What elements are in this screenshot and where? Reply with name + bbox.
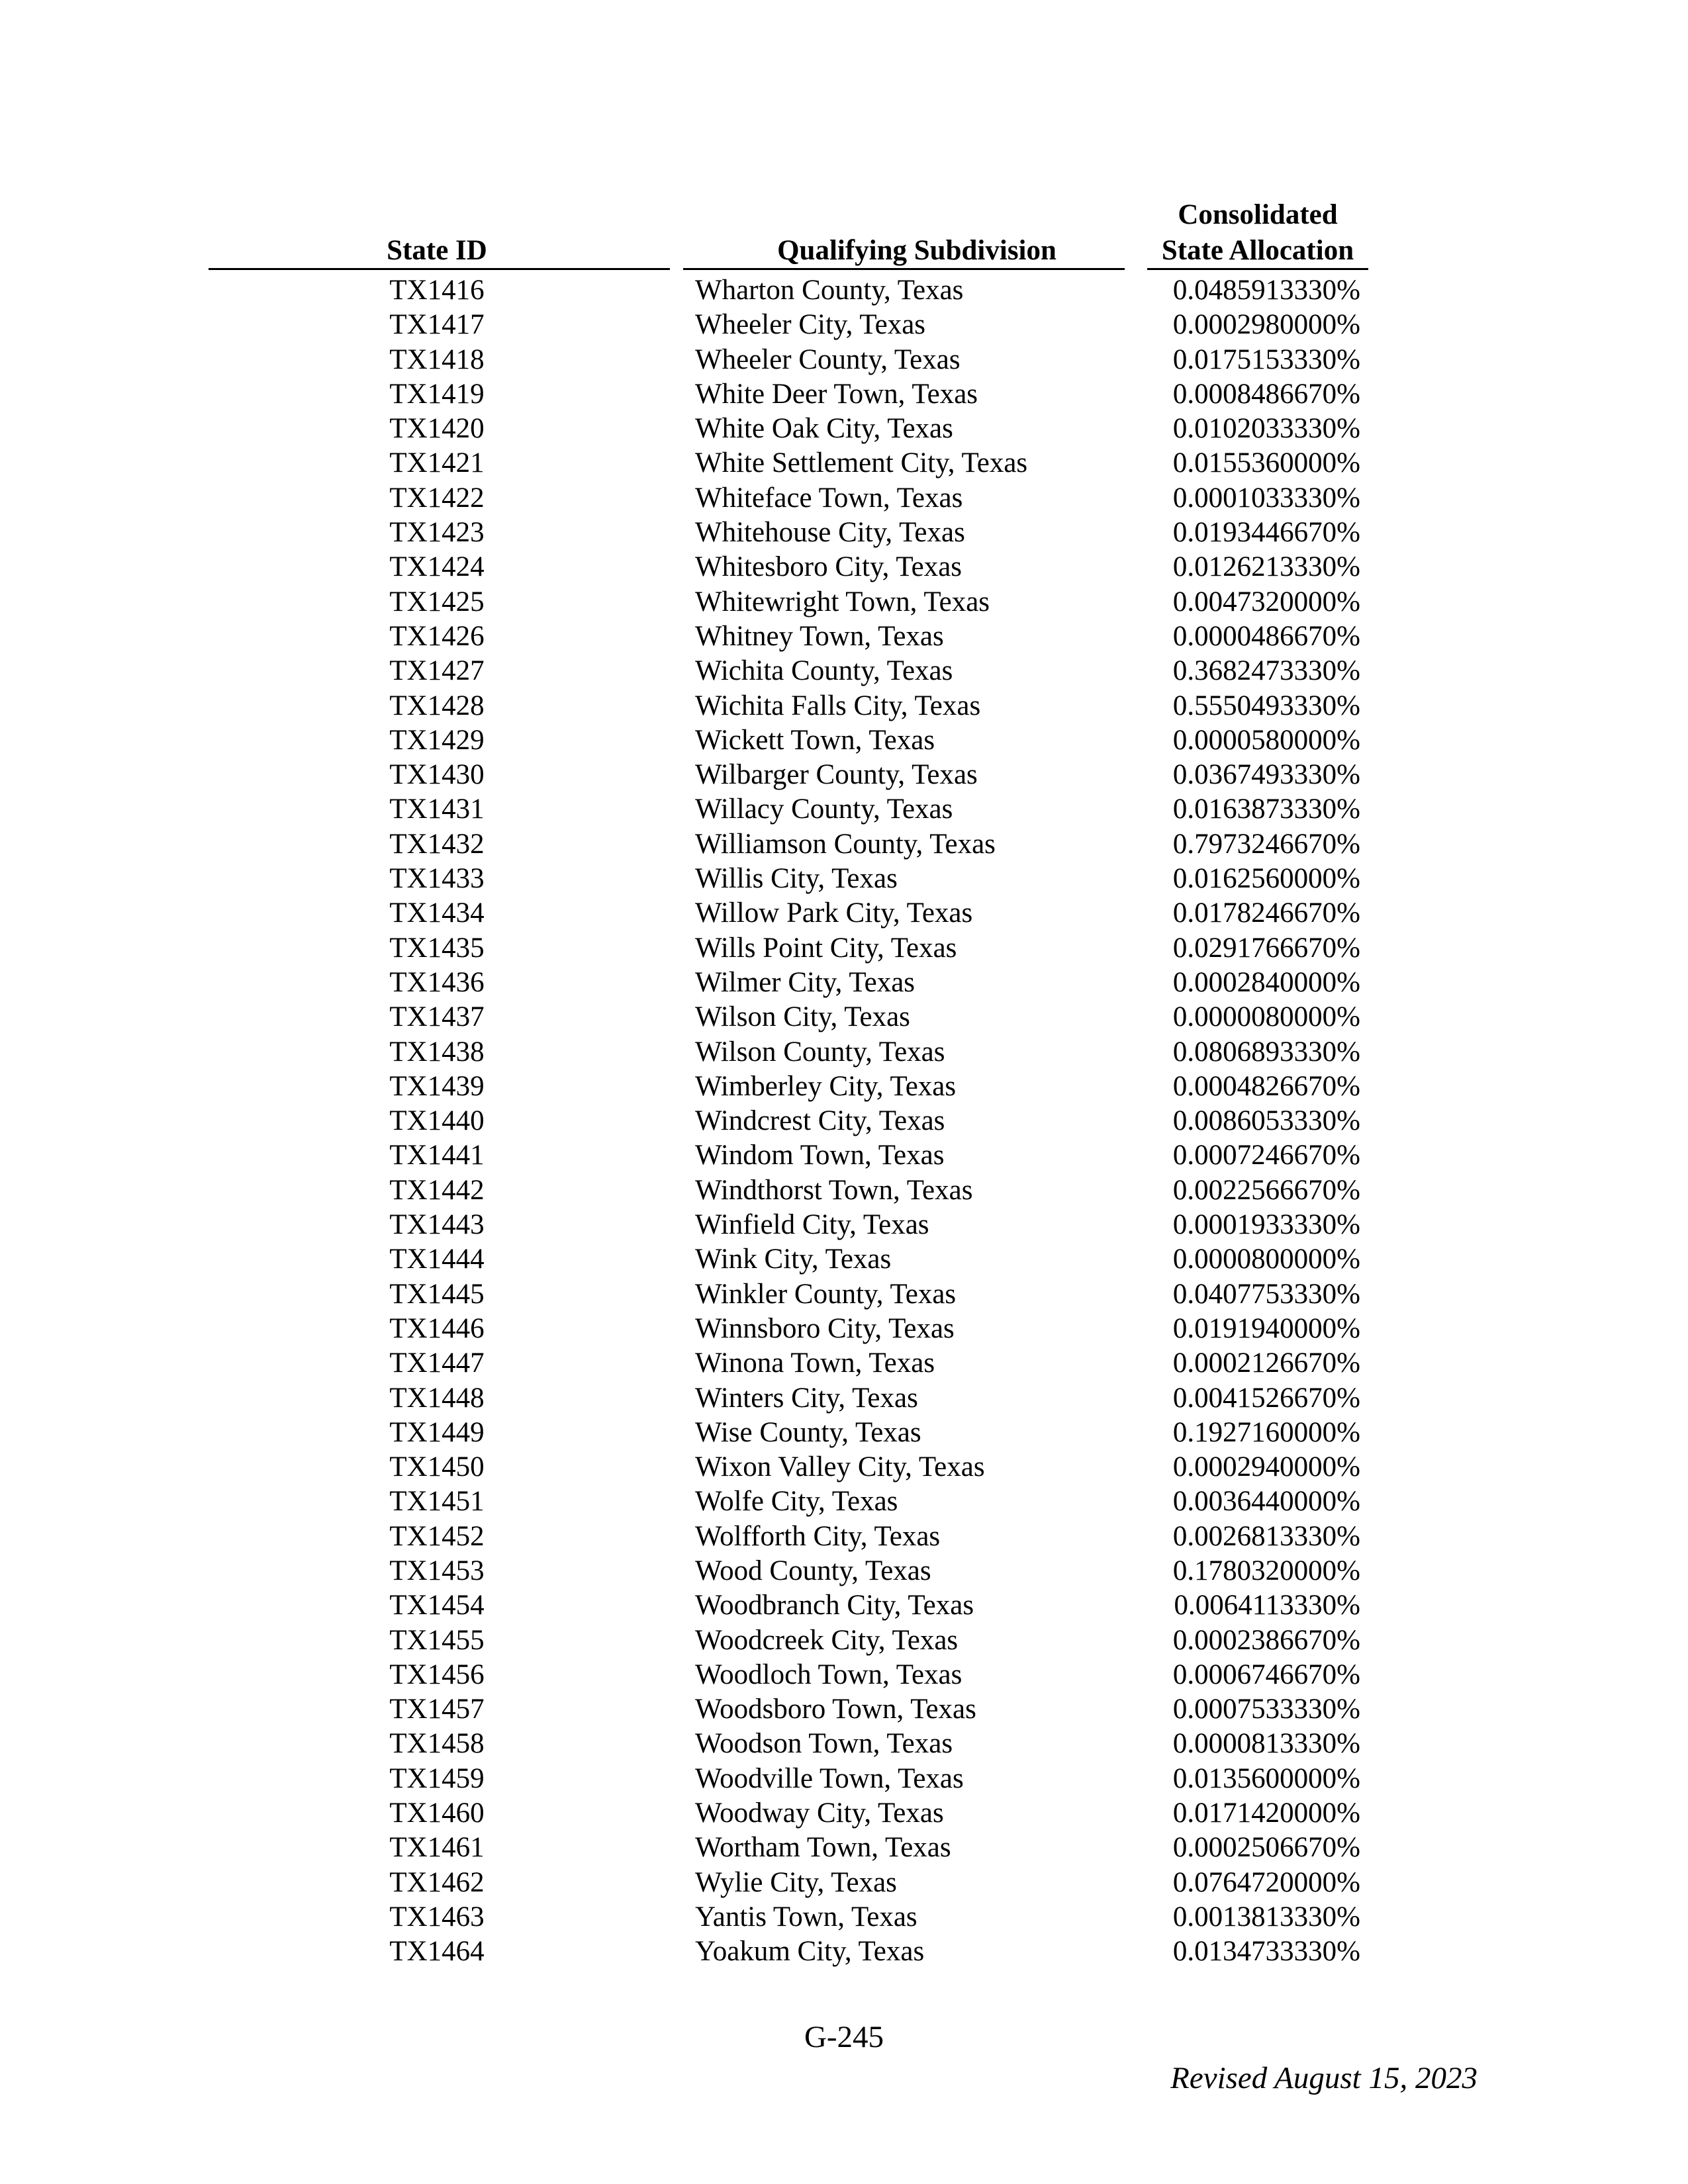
subdivision-cell: Wolfforth City, Texas — [695, 1520, 941, 1552]
state-id-cell: TX1440 — [389, 1105, 485, 1137]
table-row — [0, 1069, 1688, 1104]
state-id-cell: TX1430 — [389, 759, 485, 791]
table-row — [0, 827, 1688, 862]
subdivision-cell: Woodcreek City, Texas — [695, 1624, 959, 1656]
state-id-cell: TX1420 — [389, 413, 485, 445]
state-id-cell: TX1437 — [389, 1001, 485, 1033]
state-id-cell: TX1438 — [389, 1036, 485, 1068]
table-row — [0, 1623, 1688, 1658]
state-id-cell: TX1428 — [389, 690, 485, 721]
table-row — [0, 1588, 1688, 1623]
state-id-cell: TX1441 — [389, 1140, 485, 1171]
subdivision-cell: Whitesboro City, Texas — [695, 551, 962, 583]
allocation-cell: 0.0193446670% — [1172, 517, 1360, 549]
table-row — [0, 1934, 1688, 1969]
subdivision-cell: Willis City, Texas — [695, 863, 898, 895]
table-row — [0, 308, 1688, 342]
table-row — [0, 619, 1688, 654]
allocation-cell: 0.0008486670% — [1172, 378, 1360, 410]
table-row — [0, 862, 1688, 896]
table-row — [0, 1208, 1688, 1242]
allocation-cell: 0.0002940000% — [1172, 1451, 1360, 1483]
allocation-cell: 0.0291766670% — [1172, 932, 1360, 964]
state-id-cell: TX1454 — [389, 1590, 485, 1621]
subdivision-cell: Wichita County, Texas — [695, 655, 953, 687]
table-row — [0, 1796, 1688, 1831]
table-row — [0, 654, 1688, 688]
subdivision-cell: Wink City, Texas — [695, 1244, 892, 1275]
subdivision-cell: Wills Point City, Texas — [695, 932, 957, 964]
state-id-cell: TX1463 — [389, 1901, 485, 1933]
state-id-cell: TX1459 — [389, 1762, 485, 1794]
state-id-cell: TX1417 — [389, 309, 485, 341]
table-row — [0, 966, 1688, 1000]
state-id-cell: TX1450 — [389, 1451, 485, 1483]
allocation-cell: 0.0000800000% — [1172, 1244, 1360, 1275]
allocation-cell: 0.0002386670% — [1172, 1624, 1360, 1656]
state-id-cell: TX1446 — [389, 1312, 485, 1344]
subdivision-cell: Williamson County, Texas — [695, 828, 996, 860]
state-id-cell: TX1427 — [389, 655, 485, 687]
subdivision-cell: Woodson Town, Texas — [695, 1728, 953, 1760]
subdivision-cell: Woodbranch City, Texas — [695, 1590, 974, 1621]
table-row — [0, 1484, 1688, 1519]
subdivision-cell: Wortham Town, Texas — [695, 1832, 951, 1864]
table-row — [0, 1035, 1688, 1069]
state-id-cell: TX1436 — [389, 966, 485, 998]
subdivision-cell: Whitehouse City, Texas — [695, 517, 965, 549]
header-rule-allocation — [1147, 268, 1368, 270]
state-id-cell: TX1444 — [389, 1244, 485, 1275]
allocation-cell: 0.0002840000% — [1172, 966, 1360, 998]
subdivision-cell: Wimberley City, Texas — [695, 1070, 957, 1102]
table-row — [0, 792, 1688, 827]
state-id-cell: TX1422 — [389, 482, 485, 514]
table-row — [0, 343, 1688, 377]
subdivision-cell: White Deer Town, Texas — [695, 378, 978, 410]
subdivision-cell: Whiteface Town, Texas — [695, 482, 963, 514]
state-id-cell: TX1452 — [389, 1520, 485, 1552]
state-id-cell: TX1435 — [389, 932, 485, 964]
table-row — [0, 931, 1688, 966]
table-row — [0, 550, 1688, 584]
table-row — [0, 1000, 1688, 1034]
table-row — [0, 723, 1688, 758]
table-row — [0, 1104, 1688, 1138]
allocation-cell: 0.0007533330% — [1172, 1694, 1360, 1725]
state-id-cell: TX1439 — [389, 1070, 485, 1102]
state-id-cell: TX1421 — [389, 447, 485, 479]
allocation-cell: 0.0806893330% — [1172, 1036, 1360, 1068]
subdivision-cell: Whitney Town, Texas — [695, 620, 944, 652]
allocation-cell: 0.0026813330% — [1172, 1520, 1360, 1552]
allocation-cell: 0.0000580000% — [1172, 724, 1360, 756]
subdivision-cell: Wilbarger County, Texas — [695, 759, 978, 791]
allocation-cell: 0.0367493330% — [1172, 759, 1360, 791]
allocation-cell: 0.0171420000% — [1172, 1797, 1360, 1829]
state-id-cell: TX1457 — [389, 1694, 485, 1725]
allocation-cell: 0.0022566670% — [1172, 1174, 1360, 1206]
table-row — [0, 1866, 1688, 1900]
subdivision-cell: Wixon Valley City, Texas — [695, 1451, 985, 1483]
allocation-cell: 0.0000080000% — [1172, 1001, 1360, 1033]
state-id-cell: TX1451 — [389, 1486, 485, 1518]
allocation-cell: 0.0013813330% — [1172, 1901, 1360, 1933]
table-row — [0, 273, 1688, 308]
allocation-cell: 0.0000486670% — [1172, 620, 1360, 652]
header-rule-state-id — [209, 268, 670, 270]
table-row — [0, 1173, 1688, 1208]
subdivision-cell: Wheeler City, Texas — [695, 309, 926, 341]
table-row — [0, 1242, 1688, 1277]
page-number: G-245 — [804, 2020, 884, 2054]
subdivision-cell: White Oak City, Texas — [695, 413, 953, 445]
state-id-cell: TX1458 — [389, 1728, 485, 1760]
table-row — [0, 1277, 1688, 1312]
table-row — [0, 1312, 1688, 1346]
header-allocation-line1: Consolidated — [1178, 199, 1338, 230]
table-row — [0, 1658, 1688, 1692]
subdivision-cell: Winfield City, Texas — [695, 1209, 929, 1241]
state-id-cell: TX1464 — [389, 1936, 485, 1968]
subdivision-cell: Willow Park City, Texas — [695, 897, 973, 929]
subdivision-cell: Windom Town, Texas — [695, 1140, 945, 1171]
table-row — [0, 1416, 1688, 1450]
allocation-cell: 0.0064113330% — [1174, 1590, 1360, 1621]
table-row — [0, 689, 1688, 723]
subdivision-cell: Winters City, Texas — [695, 1382, 918, 1414]
subdivision-cell: Winona Town, Texas — [695, 1347, 935, 1379]
subdivision-cell: Wylie City, Texas — [695, 1866, 897, 1898]
state-id-cell: TX1426 — [389, 620, 485, 652]
state-id-cell: TX1453 — [389, 1555, 485, 1586]
allocation-cell: 0.0407753330% — [1172, 1278, 1360, 1310]
allocation-cell: 0.0126213330% — [1172, 551, 1360, 583]
table-row — [0, 1450, 1688, 1484]
subdivision-cell: Wheeler County, Texas — [695, 343, 961, 375]
state-id-cell: TX1443 — [389, 1209, 485, 1241]
revision-date: Revised August 15, 2023 — [1170, 2061, 1477, 2095]
header-qualifying-subdivision: Qualifying Subdivision — [777, 235, 1056, 266]
subdivision-cell: Wharton County, Texas — [695, 275, 964, 306]
allocation-cell: 0.0163873330% — [1172, 794, 1360, 825]
table-row — [0, 481, 1688, 516]
subdivision-cell: Yantis Town, Texas — [695, 1901, 917, 1933]
subdivision-cell: Woodsboro Town, Texas — [695, 1694, 976, 1725]
state-id-cell: TX1419 — [389, 378, 485, 410]
allocation-cell: 0.0001933330% — [1172, 1209, 1360, 1241]
state-id-cell: TX1424 — [389, 551, 485, 583]
allocation-cell: 0.0086053330% — [1172, 1105, 1360, 1137]
allocation-cell: 0.0485913330% — [1172, 275, 1360, 306]
state-id-cell: TX1445 — [389, 1278, 485, 1310]
allocation-cell: 0.0006746670% — [1172, 1659, 1360, 1690]
allocation-cell: 0.7973246670% — [1172, 828, 1360, 860]
subdivision-cell: Wichita Falls City, Texas — [695, 690, 981, 721]
state-id-cell: TX1425 — [389, 586, 485, 617]
table-row — [0, 896, 1688, 931]
table-row — [0, 516, 1688, 550]
table-row — [0, 585, 1688, 619]
table-row — [0, 1727, 1688, 1761]
allocation-cell: 0.1780320000% — [1172, 1555, 1360, 1586]
state-id-cell: TX1449 — [389, 1416, 485, 1448]
subdivision-cell: Windcrest City, Texas — [695, 1105, 945, 1137]
table-row — [0, 1346, 1688, 1381]
state-id-cell: TX1456 — [389, 1659, 485, 1690]
state-id-cell: TX1416 — [389, 275, 485, 306]
table-row — [0, 1554, 1688, 1588]
table-row — [0, 412, 1688, 446]
header-state-id: State ID — [387, 235, 487, 266]
allocation-cell: 0.1927160000% — [1172, 1416, 1360, 1448]
subdivision-cell: Wolfe City, Texas — [695, 1486, 898, 1518]
allocation-cell: 0.0000813330% — [1172, 1728, 1360, 1760]
subdivision-cell: Woodville Town, Texas — [695, 1762, 964, 1794]
table-row — [0, 377, 1688, 412]
subdivision-cell: Wood County, Texas — [695, 1555, 931, 1586]
table-row — [0, 1831, 1688, 1865]
subdivision-cell: Winkler County, Texas — [695, 1278, 957, 1310]
allocation-cell: 0.0047320000% — [1172, 586, 1360, 617]
state-id-cell: TX1462 — [389, 1866, 485, 1898]
subdivision-cell: Whitewright Town, Texas — [695, 586, 990, 617]
allocation-cell: 0.0001033330% — [1172, 482, 1360, 514]
allocation-cell: 0.0002980000% — [1172, 309, 1360, 341]
subdivision-cell: Wilson County, Texas — [695, 1036, 945, 1068]
state-id-cell: TX1461 — [389, 1832, 485, 1864]
state-id-cell: TX1431 — [389, 794, 485, 825]
subdivision-cell: Wise County, Texas — [695, 1416, 921, 1448]
subdivision-cell: Woodway City, Texas — [695, 1797, 944, 1829]
state-id-cell: TX1442 — [389, 1174, 485, 1206]
subdivision-cell: Wickett Town, Texas — [695, 724, 935, 756]
allocation-cell: 0.0764720000% — [1172, 1866, 1360, 1898]
allocation-cell: 0.0004826670% — [1172, 1070, 1360, 1102]
header-rule-subdivision — [683, 268, 1125, 270]
subdivision-cell: White Settlement City, Texas — [695, 447, 1028, 479]
allocation-cell: 0.0175153330% — [1172, 343, 1360, 375]
table-row — [0, 446, 1688, 480]
table-row — [0, 1900, 1688, 1934]
allocation-cell: 0.0036440000% — [1172, 1486, 1360, 1518]
subdivision-cell: Woodloch Town, Texas — [695, 1659, 962, 1690]
table-row — [0, 1520, 1688, 1554]
state-id-cell: TX1418 — [389, 343, 485, 375]
state-id-cell: TX1460 — [389, 1797, 485, 1829]
allocation-cell: 0.0135600000% — [1172, 1762, 1360, 1794]
allocation-cell: 0.0002126670% — [1172, 1347, 1360, 1379]
subdivision-cell: Wilson City, Texas — [695, 1001, 910, 1033]
allocation-cell: 0.0134733330% — [1172, 1936, 1360, 1968]
allocation-cell: 0.0178246670% — [1172, 897, 1360, 929]
subdivision-cell: Yoakum City, Texas — [695, 1936, 925, 1968]
table-row — [0, 1138, 1688, 1173]
state-id-cell: TX1429 — [389, 724, 485, 756]
subdivision-cell: Willacy County, Texas — [695, 794, 953, 825]
state-id-cell: TX1433 — [389, 863, 485, 895]
subdivision-cell: Wilmer City, Texas — [695, 966, 915, 998]
state-id-cell: TX1432 — [389, 828, 485, 860]
state-id-cell: TX1455 — [389, 1624, 485, 1656]
allocation-cell: 0.0155360000% — [1172, 447, 1360, 479]
table-row — [0, 1762, 1688, 1796]
state-id-cell: TX1434 — [389, 897, 485, 929]
allocation-cell: 0.0191940000% — [1172, 1312, 1360, 1344]
allocation-cell: 0.0162560000% — [1172, 863, 1360, 895]
allocation-cell: 0.5550493330% — [1172, 690, 1360, 721]
state-id-cell: TX1447 — [389, 1347, 485, 1379]
allocation-cell: 0.0007246670% — [1172, 1140, 1360, 1171]
table-row — [0, 758, 1688, 792]
table-row — [0, 1692, 1688, 1727]
subdivision-cell: Winnsboro City, Texas — [695, 1312, 955, 1344]
state-id-cell: TX1423 — [389, 517, 485, 549]
header-allocation-line2: State Allocation — [1161, 235, 1354, 266]
table-row — [0, 1381, 1688, 1416]
subdivision-cell: Windthorst Town, Texas — [695, 1174, 973, 1206]
allocation-cell: 0.0041526670% — [1172, 1382, 1360, 1414]
state-id-cell: TX1448 — [389, 1382, 485, 1414]
allocation-cell: 0.0002506670% — [1172, 1832, 1360, 1864]
allocation-cell: 0.0102033330% — [1172, 413, 1360, 445]
allocation-table-body — [0, 273, 1688, 1970]
allocation-cell: 0.3682473330% — [1172, 655, 1360, 687]
